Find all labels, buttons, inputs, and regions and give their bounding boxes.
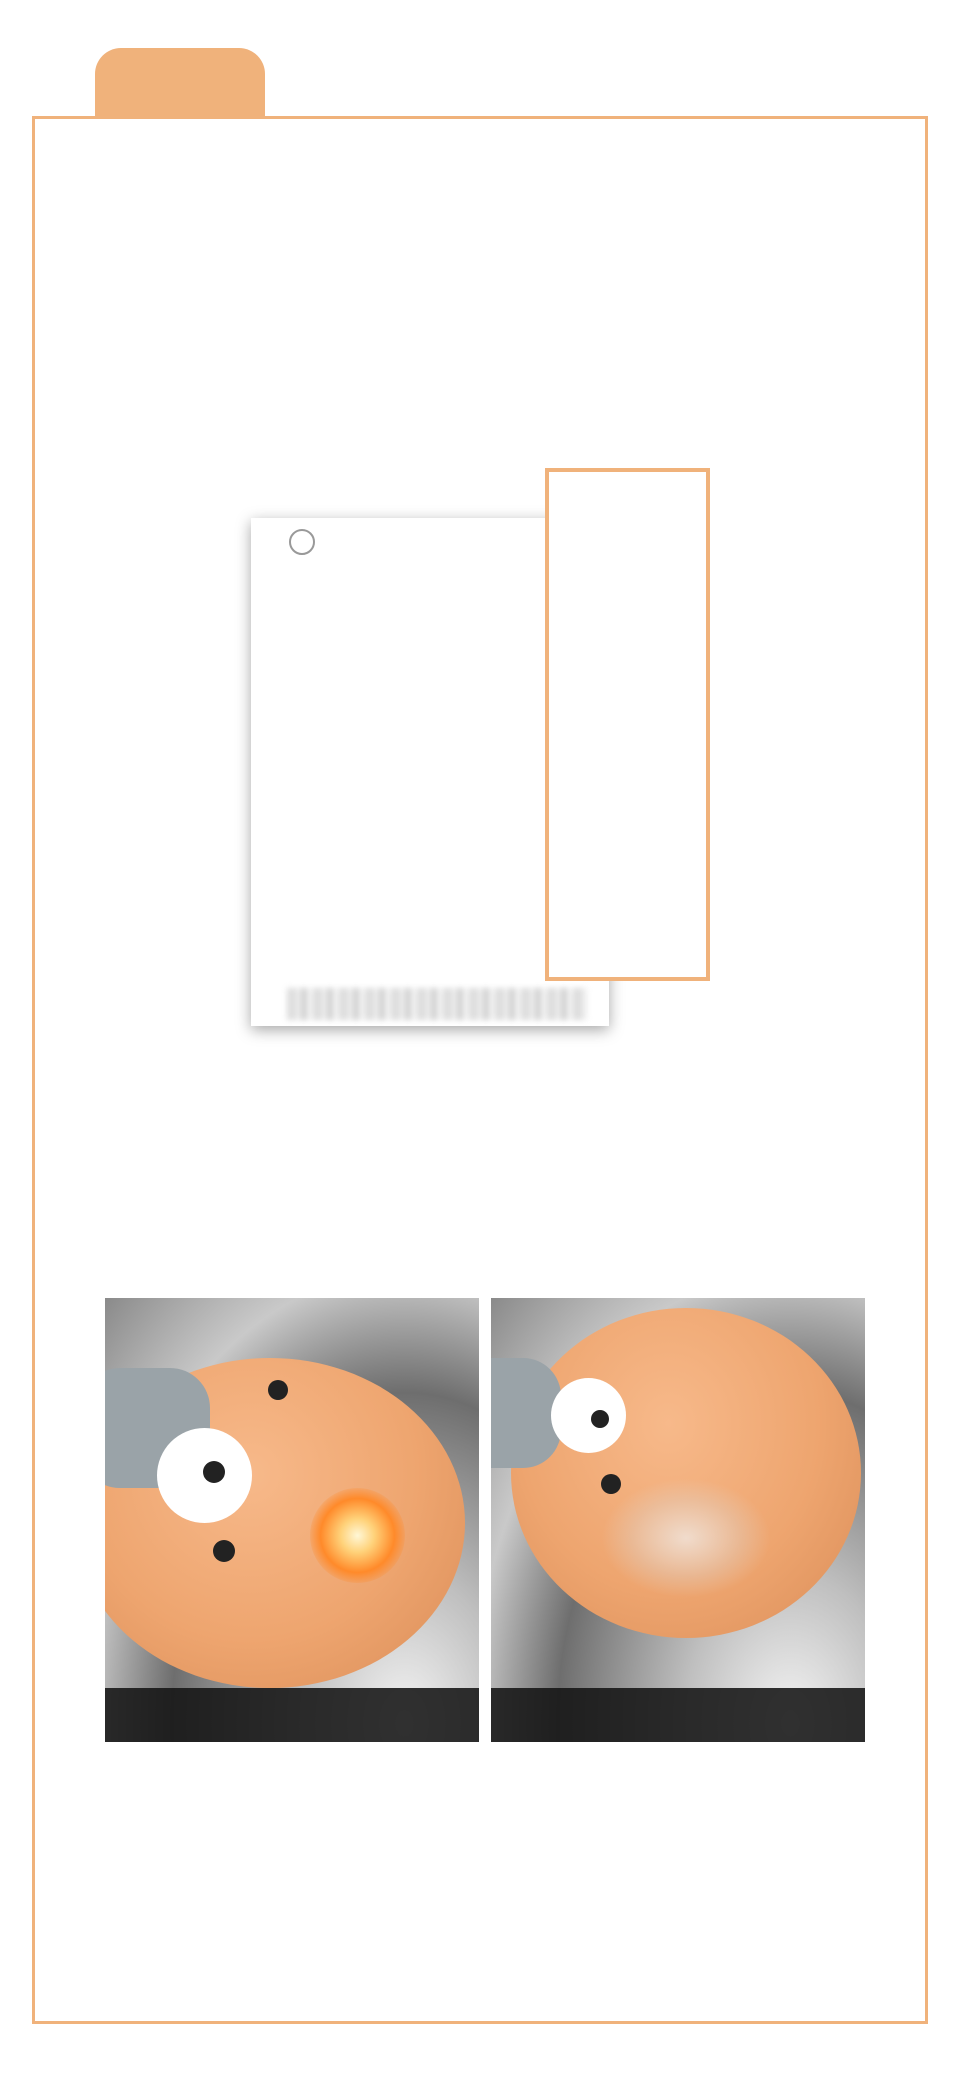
test-highlights — [158, 1085, 180, 1089]
bear-nose — [213, 1540, 235, 1562]
caption-left — [105, 1688, 479, 1742]
pass-results-column — [545, 468, 710, 981]
bear-eye-white — [551, 1378, 626, 1453]
blurred-signature — [287, 988, 587, 1020]
photo-flame-contact — [105, 1298, 479, 1742]
caption-right — [491, 1688, 865, 1742]
bear-eye-pupil — [203, 1461, 225, 1483]
section-tab — [95, 48, 265, 118]
bear-nose — [601, 1474, 621, 1494]
flame-glow — [310, 1488, 405, 1583]
lab-seal-icon — [289, 529, 315, 555]
bear-eye-right — [268, 1380, 288, 1400]
smoke-haze — [601, 1478, 771, 1598]
bear-eye-pupil — [591, 1410, 609, 1428]
photo-flame-retardant — [491, 1298, 865, 1742]
